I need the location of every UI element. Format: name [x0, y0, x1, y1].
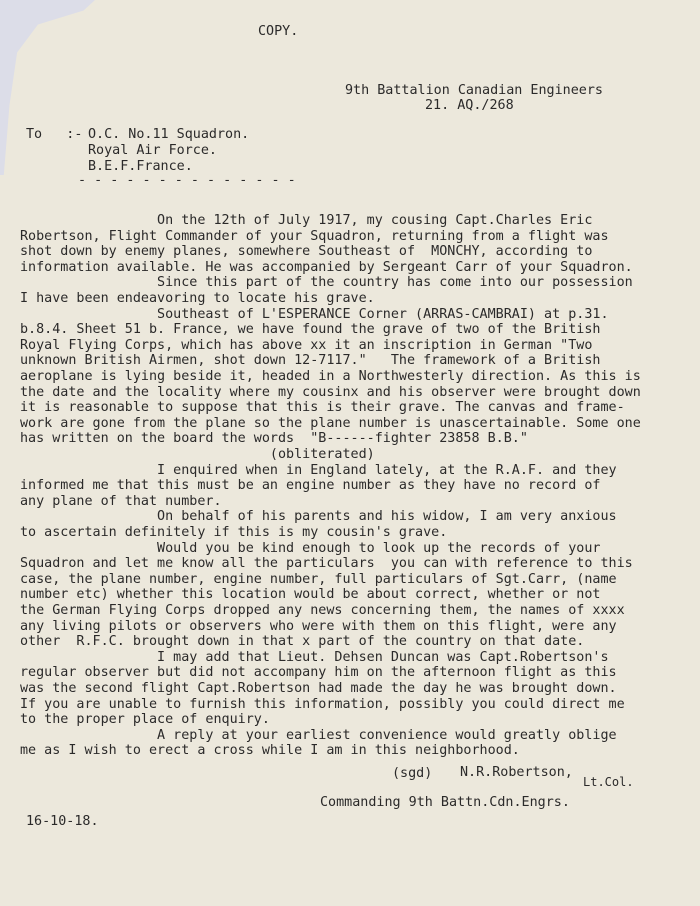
body-line: shot down by enemy planes, somewhere Southeast of MONCHY, according to: [20, 244, 593, 260]
body-line: b.8.4. Sheet 51 b. France, we have found the grave of two of the British: [20, 322, 601, 338]
body-line: I enquired when in England lately, at the R.A.F. and they: [20, 462, 617, 478]
body-line: was the second flight Capt.Robertson had made the day he was brought down.: [20, 681, 617, 696]
body-line: Since this part of the country has come into our possession: [20, 275, 633, 291]
body-line: number etc) whether this location would be about correct, whether or not: [20, 587, 601, 603]
body-line: unknown British Airmen, shot down 12-7117." The framework of a British: [20, 353, 601, 369]
body-line: work are gone from the plane so the plane number is unascertainable. Some one: [20, 415, 641, 431]
body-line: If you are unable to furnish this information, possibly you could direct me: [20, 696, 625, 712]
to-label: To :-: [26, 127, 83, 142]
body-line: Would you be kind enough to look up the records of your: [20, 540, 601, 556]
body-line: Squadron and let me know all the particulars you can with reference to this: [20, 556, 633, 572]
body-line: me as I wish to erect a cross while I am in this neighborhood.: [20, 743, 520, 759]
body-line: information available. He was accompanied by Sergeant Carr of your Squadron.: [20, 259, 633, 275]
body-line: any living pilots or observers who were with them on this flight, were any: [20, 618, 617, 634]
signature-sgd: (sgd): [392, 766, 433, 781]
body-line: other R.F.C. brought down in that x part of the country on that date.: [20, 634, 585, 650]
body-line: On the 12th of July 1917, my cousing Capt.Charles Eric: [20, 213, 593, 228]
letter-date: 16-10-18.: [26, 814, 99, 829]
body-line: A reply at your earliest convenience would greatly oblige: [20, 727, 617, 743]
body-line: Robertson, Flight Commander of your Squadron, returning from a flight was: [20, 228, 609, 244]
address-line: B.E.F.France.: [88, 159, 193, 174]
body-line: I may add that Lieut. Dehsen Duncan was Capt.Robertson's: [20, 649, 609, 665]
body-line: I have been endeavoring to locate his grave.: [20, 291, 375, 306]
body-line: aeroplane is lying beside it, headed in a Northwesterly direction. As this is: [20, 369, 641, 384]
body-line: Southeast of L'ESPERANCE Corner (ARRAS-CAMBRAI) at p.31.: [20, 306, 609, 322]
body-line: case, the plane number, engine number, full particulars of Sgt.Carr, (name: [20, 571, 617, 587]
body-line: On behalf of his parents and his widow, I am very anxious: [20, 509, 617, 525]
body-line: has written on the board the words "B------fighter 23858 B.B.": [20, 431, 528, 447]
address-separator: - - - - - - - - - - - - - -: [78, 173, 296, 188]
signature-command: Commanding 9th Battn.Cdn.Engrs.: [320, 795, 570, 810]
signature-rank: Lt.Col.: [583, 775, 634, 789]
address-line: O.C. No.11 Squadron.: [88, 127, 250, 142]
torn-corner: [0, 0, 95, 175]
unit-name: 9th Battalion Canadian Engineers: [345, 83, 603, 98]
reference-number: 21. AQ./268: [425, 98, 514, 113]
body-line: regular observer but did not accompany him on the afternoon flight as this: [20, 665, 617, 681]
body-line: Royal Flying Corps, which has above xx it an inscription in German "Two: [20, 337, 593, 353]
body-line: (obliterated): [20, 447, 375, 462]
body-line: to the proper place of enquiry.: [20, 712, 270, 728]
body-line: any plane of that number.: [20, 493, 222, 509]
body-line: the date and the locality where my cousinx and his observer were brought down: [20, 384, 641, 400]
copy-label: COPY.: [258, 24, 299, 39]
address-line: Royal Air Force.: [88, 143, 217, 158]
signature-name: N.R.Robertson,: [460, 765, 573, 780]
body-line: the German Flying Corps dropped any news concerning them, the names of xxxx: [20, 603, 625, 618]
body-line: it is reasonable to suppose that this is their grave. The canvas and frame-: [20, 400, 625, 416]
body-line: to ascertain definitely if this is my cousin's grave.: [20, 525, 448, 540]
body-line: informed me that this must be an engine number as they have no record of: [20, 478, 601, 494]
